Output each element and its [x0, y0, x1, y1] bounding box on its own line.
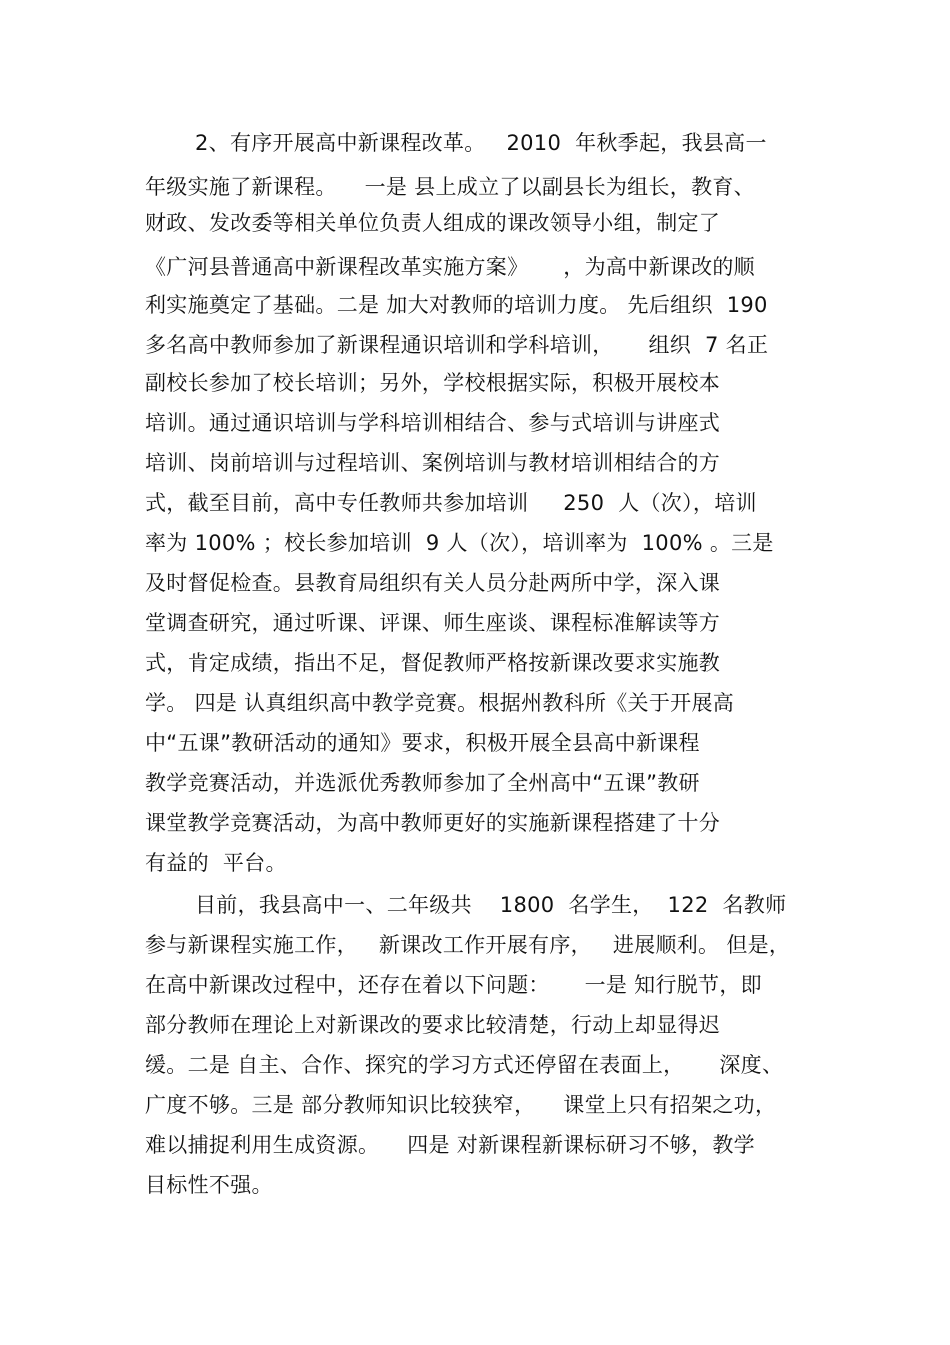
- text-line: 多名高中教师参加了新课程通识培训和学科培训， 组织 7 名正: [145, 333, 769, 357]
- text-line: 在高中新课改过程中，还存在着以下问题： 一是 知行脱节，即: [145, 973, 762, 997]
- text-line: 课堂教学竞赛活动，为高中教师更好的实施新课程搭建了十分: [145, 811, 721, 835]
- text-line: 有益的 平台。: [145, 851, 287, 875]
- text-line: 广度不够。三是 部分教师知识比较狭窄， 课堂上只有招架之功，: [145, 1093, 777, 1117]
- text-line: 目标性不强。: [145, 1173, 273, 1197]
- text-line: 式，截至目前，高中专任教师共参加培训 250 人（次），培训: [145, 491, 757, 515]
- text-line: 式，肯定成绩，指出不足，督促教师严格按新课改要求实施教: [145, 651, 721, 675]
- text-line: 及时督促检查。县教育局组织有关人员分赴两所中学，深入课: [145, 571, 721, 595]
- text-line: 教学竞赛活动，并选派优秀教师参加了全州高中“五课”教研: [145, 771, 700, 795]
- text-line: 率为 100% ；校长参加培训 9 人（次），培训率为 100% 。三是: [145, 531, 774, 555]
- text-line: 财政、发改委等相关单位负责人组成的课改领导小组，制定了: [145, 211, 721, 235]
- text-line: 部分教师在理论上对新课改的要求比较清楚，行动上却显得迟: [145, 1013, 721, 1037]
- text-line: 难以捕捉利用生成资源。 四是 对新课程新课标研习不够，教学: [145, 1133, 755, 1157]
- text-line: 中“五课”教研活动的通知》要求，积极开展全县高中新课程: [145, 731, 700, 755]
- text-line: 2、有序开展高中新课程改革。 2010 年秋季起，我县高一: [195, 131, 767, 155]
- text-line: 堂调查研究，通过听课、评课、师生座谈、课程标准解读等方: [145, 611, 721, 635]
- text-line: 培训、岗前培训与过程培训、案例培训与教材培训相结合的方: [145, 451, 721, 475]
- text-line: 年级实施了新课程。 一是 县上成立了以副县长为组长，教育、: [145, 175, 755, 199]
- text-line: 利实施奠定了基础。二是 加大对教师的培训力度。 先后组织 190: [145, 293, 768, 317]
- text-line: 副校长参加了校长培训；另外，学校根据实际，积极开展校本: [145, 371, 721, 395]
- text-line: 缓。二是 自主、合作、探究的学习方式还停留在表面上， 深度、: [145, 1053, 784, 1077]
- text-line: 学。 四是 认真组织高中教学竞赛。根据州教科所《关于开展高: [145, 691, 735, 715]
- text-line: 参与新课程实施工作， 新课改工作开展有序， 进展顺利。 但是，: [145, 933, 791, 957]
- text-line: 培训。通过通识培训与学科培训相结合、参与式培训与讲座式: [145, 411, 721, 435]
- text-line: 《广河县普通高中新课程改革实施方案》 ，为高中新课改的顺: [145, 255, 755, 279]
- text-line: 目前，我县高中一、二年级共 1800 名学生， 122 名教师: [195, 893, 787, 917]
